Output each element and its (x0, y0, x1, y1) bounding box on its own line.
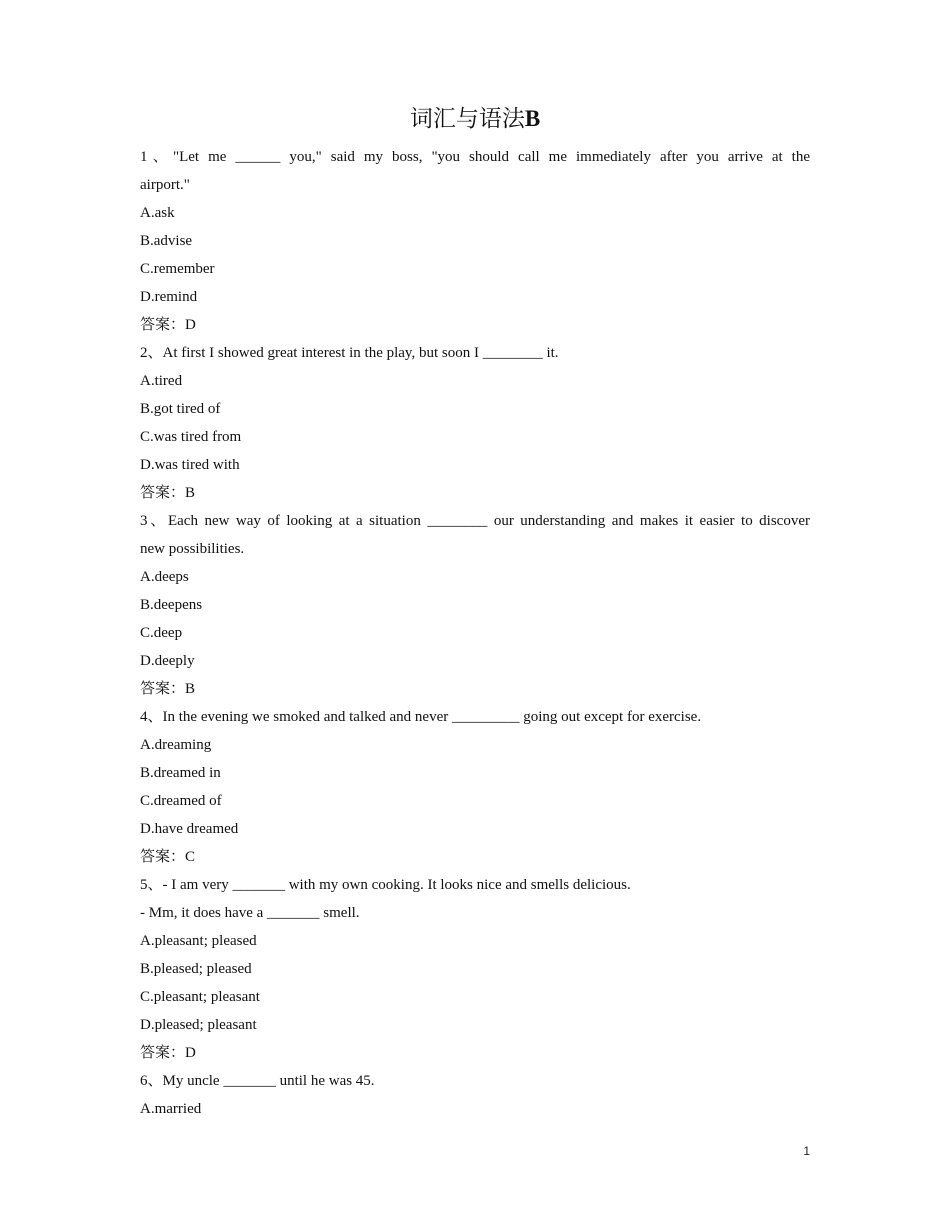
option-c: C.pleasant; pleasant (140, 989, 260, 1005)
question-stem: 5、- I am very _______ with my own cooking. It looks nice and smells delicious. (140, 877, 631, 893)
question-stem-continuation: new possibilities. (140, 541, 245, 557)
question-stem: 6、My uncle _______ until he was 45. (140, 1073, 375, 1089)
option-a: A.dreaming (140, 737, 212, 753)
option-d: D.pleased; pleasant (140, 1017, 257, 1033)
question-stem: 1、"Let me ______ you," said my boss, "you should call me immediately after you arrive at the (140, 149, 810, 165)
option-b: B.dreamed in (140, 765, 221, 781)
option-b: B.deepens (140, 597, 203, 613)
answer: 答案：D (140, 317, 196, 333)
question-stem-continuation: airport." (140, 177, 190, 193)
question-5 (140, 871, 810, 1067)
option-d: D.remind (140, 289, 198, 305)
option-a: A.pleasant; pleased (140, 933, 257, 949)
option-b: B.advise (140, 233, 193, 249)
option-b: B.got tired of (140, 401, 221, 417)
option-a: A.ask (140, 205, 175, 221)
option-c: C.dreamed of (140, 793, 222, 809)
option-a: A.deeps (140, 569, 189, 585)
option-d: D.have dreamed (140, 821, 239, 837)
question-stem-reply: - Mm, it does have a _______ smell. (140, 905, 360, 921)
title-prefix: 词汇与语法 (409, 106, 525, 131)
question-stem: 3、Each new way of looking at a situation ________ our understanding and makes it easier to discover (140, 513, 810, 529)
option-c: C.remember (140, 261, 215, 277)
question-stem: 2、At first I showed great interest in the play, but soon I ________ it. (140, 345, 559, 361)
option-d: D.deeply (140, 653, 195, 669)
option-c: C.was tired from (140, 429, 242, 445)
option-a: A.tired (140, 373, 183, 389)
option-d: D.was tired with (140, 457, 240, 473)
answer: 答案：B (140, 485, 196, 501)
question-6 (140, 1067, 810, 1123)
question-3 (140, 507, 810, 703)
page-title (0, 102, 950, 136)
option-b: B.pleased; pleased (140, 961, 252, 977)
question-stem: 4、In the evening we smoked and talked and never _________ going out except for exercise. (140, 709, 702, 725)
page-number: 1 (803, 1144, 810, 1158)
answer: 答案：C (140, 849, 196, 865)
question-2 (140, 339, 810, 507)
option-c: C.deep (140, 625, 183, 641)
answer: 答案：B (140, 681, 196, 697)
answer: 答案：D (140, 1045, 196, 1061)
question-4 (140, 703, 810, 871)
question-1 (140, 143, 810, 339)
title-suffix: B (524, 106, 541, 131)
question-list (140, 143, 810, 1123)
option-a: A.married (140, 1101, 202, 1117)
